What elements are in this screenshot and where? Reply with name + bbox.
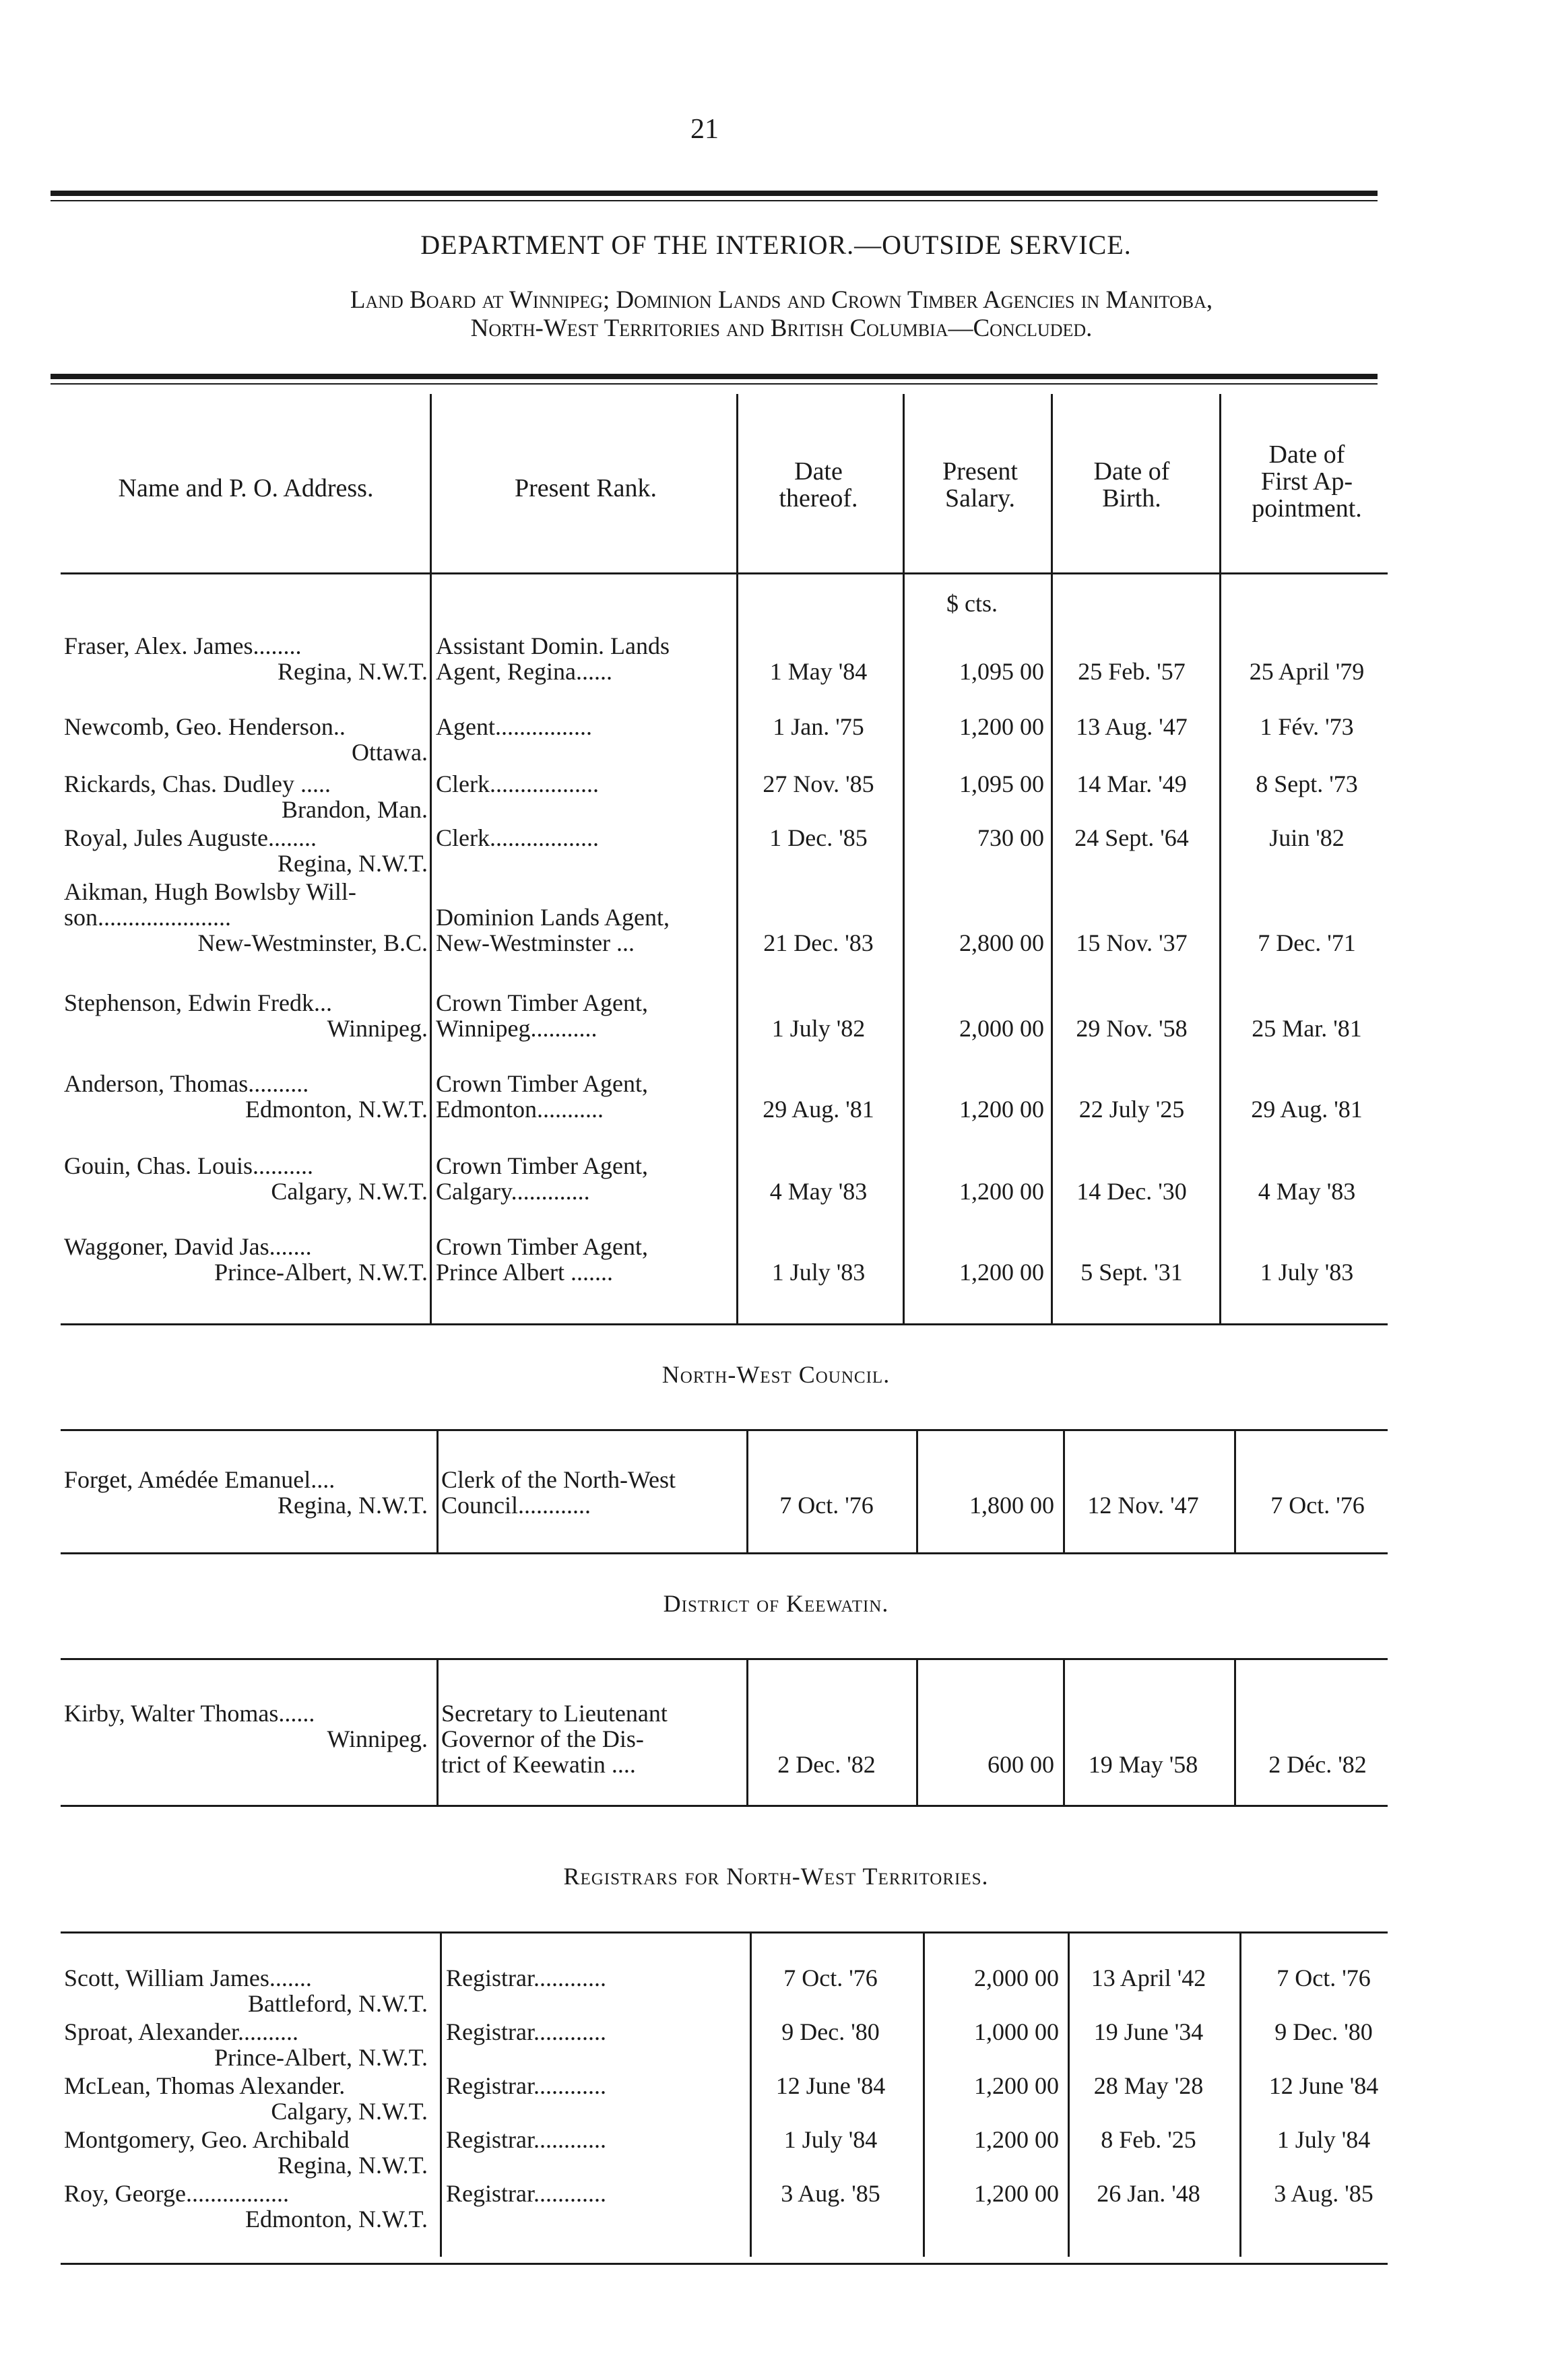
col-divider — [916, 1660, 918, 1805]
col-divider — [437, 1660, 439, 1805]
date-cell: 21 Dec. '83 — [763, 929, 874, 956]
header-rule-thick — [51, 374, 1378, 379]
rank-line: Registrar............ — [446, 2072, 606, 2099]
birth-cell: 13 April '42 — [1091, 1964, 1206, 1991]
col-divider — [750, 1933, 752, 2257]
rank-line: Registrar............ — [446, 2180, 606, 2207]
salary-cell: 1,200 00 — [959, 1096, 1044, 1123]
name-cell — [64, 2073, 428, 2124]
birth-cell: 14 Dec. '30 — [1076, 1178, 1187, 1205]
first-appointment-cell: 3 Aug. '85 — [1274, 2180, 1373, 2207]
date-cell: 1 July '83 — [771, 1259, 866, 1286]
first-appointment-cell: 7 Oct. '76 — [1276, 1964, 1371, 1991]
section-title-north-west-council: North-West Council. — [661, 1361, 891, 1388]
rank-cell — [441, 1700, 741, 1777]
section-top-rule — [61, 1658, 1388, 1660]
rank-line: Prince Albert ....... — [436, 1259, 613, 1286]
person-name: Forget, Amédée Emanuel.... — [64, 1466, 335, 1493]
col-header-first-line2: First Ap- — [1260, 467, 1353, 496]
date-cell: 1 Jan. '75 — [773, 713, 864, 740]
name-cell — [64, 1234, 428, 1285]
date-cell: 1 May '84 — [769, 658, 868, 685]
col-divider — [437, 1431, 439, 1552]
salary-cell: 1,200 00 — [974, 2180, 1059, 2207]
birth-cell: 28 May '28 — [1093, 2072, 1204, 2099]
rank-line: Crown Timber Agent, — [436, 1070, 649, 1097]
rank-line: Secretary to Lieutenant — [441, 1700, 668, 1727]
header-rule-thin — [51, 383, 1378, 385]
person-name: McLean, Thomas Alexander. — [64, 2072, 346, 2099]
person-address: Calgary, N.W.T. — [271, 2098, 428, 2125]
salary-cell: 1,200 00 — [959, 713, 1044, 740]
person-name: Kirby, Walter Thomas...... — [64, 1700, 315, 1727]
person-address: New-Westminster, B.C. — [197, 929, 428, 956]
date-cell: 7 Oct. '76 — [779, 1492, 874, 1519]
name-cell — [64, 990, 428, 1041]
salary-cell: 1,200 00 — [974, 2072, 1059, 2099]
col-divider — [1051, 394, 1053, 1323]
rank-cell — [436, 633, 736, 684]
date-cell: 9 Dec. '80 — [781, 2018, 880, 2045]
date-cell: 12 June '84 — [775, 2072, 886, 2099]
person-name: Montgomery, Geo. Archibald — [64, 2126, 350, 2153]
col-header-salary — [909, 458, 1051, 512]
rank-line: Registrar............ — [446, 2018, 606, 2045]
first-appointment-cell: Juin '82 — [1269, 824, 1345, 851]
page-title: DEPARTMENT OF THE INTERIOR.—OUTSIDE SERVICE. — [420, 230, 1132, 260]
salary-cell: 2,000 00 — [959, 1015, 1044, 1042]
date-cell: 7 Oct. '76 — [783, 1964, 878, 1991]
rank-cell — [446, 2073, 746, 2098]
birth-cell: 15 Nov. '37 — [1076, 929, 1188, 956]
first-appointment-cell: 12 June '84 — [1268, 2072, 1379, 2099]
col-divider — [1219, 394, 1221, 1323]
salary-cell: 1,200 00 — [959, 1178, 1044, 1205]
person-address: Edmonton, N.W.T. — [245, 2206, 428, 2233]
rank-line: Dominion Lands Agent, — [436, 904, 670, 931]
salary-cell: 1,200 00 — [974, 2126, 1059, 2153]
rank-line: trict of Keewatin .... — [441, 1751, 636, 1778]
col-header-birth-line2: Birth. — [1102, 484, 1161, 513]
col-divider — [1063, 1431, 1065, 1552]
col-header-first-line1: Date of — [1268, 440, 1345, 469]
salary-cell: 600 00 — [988, 1751, 1054, 1778]
person-name: Newcomb, Geo. Henderson.. — [64, 713, 346, 740]
first-appointment-cell: 25 Mar. '81 — [1252, 1015, 1362, 1042]
birth-cell: 22 July '25 — [1078, 1096, 1185, 1123]
birth-cell: 25 Feb. '57 — [1078, 658, 1186, 685]
rank-cell — [436, 1234, 736, 1285]
rank-line: Assistant Domin. Lands — [436, 632, 670, 659]
rank-line: Crown Timber Agent, — [436, 1152, 649, 1179]
date-cell: 3 Aug. '85 — [781, 2180, 880, 2207]
col-divider — [916, 1431, 918, 1552]
salary-cell: 1,095 00 — [959, 658, 1044, 685]
col-header-date — [741, 458, 896, 512]
page-number: 21 — [690, 114, 719, 145]
top-rule-thin — [51, 200, 1378, 201]
col-header-name: Name and P. O. Address. — [118, 474, 374, 502]
salary-unit-label: $ cts. — [946, 590, 998, 617]
person-address: Calgary, N.W.T. — [271, 1178, 428, 1205]
rank-line: Clerk of the North-West — [441, 1466, 676, 1493]
first-appointment-cell: 9 Dec. '80 — [1274, 2018, 1373, 2045]
person-name: Roy, George................. — [64, 2180, 289, 2207]
salary-cell: 2,800 00 — [959, 929, 1044, 956]
name-cell — [64, 1467, 428, 1518]
rank-line: Registrar............ — [446, 2126, 606, 2153]
name-cell — [64, 2127, 428, 2178]
col-header-salary-line2: Salary. — [944, 484, 1016, 513]
rank-cell — [446, 1965, 746, 1991]
col-header-rank: Present Rank. — [514, 474, 657, 502]
person-address: Regina, N.W.T. — [278, 1492, 428, 1519]
col-header-birth-line1: Date of — [1093, 457, 1170, 486]
col-header-first — [1226, 441, 1388, 522]
date-cell: 2 Dec. '82 — [777, 1751, 876, 1778]
first-appointment-cell: 8 Sept. '73 — [1256, 770, 1358, 797]
page-subtitle — [81, 286, 1482, 343]
rank-cell — [436, 771, 736, 797]
birth-cell: 12 Nov. '47 — [1087, 1492, 1199, 1519]
name-cell — [64, 879, 428, 956]
top-rule-thick — [51, 191, 1378, 196]
table-bottom-rule — [61, 2263, 1388, 2265]
rank-cell — [436, 825, 736, 851]
person-name: Aikman, Hugh Bowlsby Will- — [64, 878, 356, 905]
col-header-first-line3: pointment. — [1252, 494, 1362, 523]
date-cell: 27 Nov. '85 — [763, 770, 874, 797]
col-divider — [746, 1431, 748, 1552]
rank-line: Registrar............ — [446, 1964, 606, 1991]
birth-cell: 8 Feb. '25 — [1101, 2126, 1196, 2153]
first-appointment-cell: 7 Oct. '76 — [1270, 1492, 1365, 1519]
rank-line: New-Westminster ... — [436, 929, 635, 956]
person-name-cont: son...................... — [64, 904, 232, 931]
col-header-salary-line1: Present — [942, 457, 1018, 486]
rank-line: Crown Timber Agent, — [436, 989, 649, 1016]
rank-cell — [436, 1071, 736, 1122]
col-divider — [1063, 1660, 1065, 1805]
section-end-rule — [61, 1805, 1388, 1807]
first-appointment-cell: 7 Dec. '71 — [1258, 929, 1356, 956]
section-end-rule — [61, 1552, 1388, 1554]
section-title-district-of-keewatin: District of Keewatin. — [663, 1590, 889, 1617]
date-cell: 1 Dec. '85 — [769, 824, 868, 851]
birth-cell: 14 Mar. '49 — [1076, 770, 1187, 797]
first-appointment-cell: 2 Déc. '82 — [1268, 1751, 1367, 1778]
col-divider — [1068, 1933, 1070, 2257]
first-appointment-cell: 1 Fév. '73 — [1260, 713, 1354, 740]
col-divider — [903, 394, 905, 1323]
first-appointment-cell: 25 April '79 — [1249, 658, 1365, 685]
rank-line: Crown Timber Agent, — [436, 1233, 649, 1260]
rank-line: Agent, Regina...... — [436, 658, 612, 685]
person-name: Royal, Jules Auguste........ — [64, 824, 317, 851]
col-divider — [746, 1660, 748, 1805]
birth-cell: 19 June '34 — [1093, 2018, 1204, 2045]
birth-cell: 29 Nov. '58 — [1076, 1015, 1188, 1042]
name-cell — [64, 1071, 428, 1122]
first-appointment-cell: 29 Aug. '81 — [1251, 1096, 1363, 1123]
rank-cell — [436, 904, 736, 956]
person-address: Regina, N.W.T. — [278, 850, 428, 877]
subtitle-line-2: North-West Territories and British Columbia—Concluded. — [470, 315, 1093, 342]
rank-cell — [446, 2019, 746, 2045]
salary-cell: 1,095 00 — [959, 770, 1044, 797]
rank-line: Council............ — [441, 1492, 591, 1519]
birth-cell: 24 Sept. '64 — [1074, 824, 1189, 851]
person-name: Gouin, Chas. Louis.......... — [64, 1152, 314, 1179]
rank-cell — [436, 990, 736, 1041]
rank-line: Governor of the Dis- — [441, 1725, 644, 1752]
person-name: Fraser, Alex. James........ — [64, 632, 302, 659]
name-cell — [64, 771, 428, 822]
person-address: Ottawa. — [352, 739, 428, 766]
person-name: Stephenson, Edwin Fredk... — [64, 989, 332, 1016]
rank-cell — [436, 1153, 736, 1204]
salary-cell: 1,800 00 — [969, 1492, 1054, 1519]
col-header-date-line2: thereof. — [779, 484, 858, 513]
birth-cell: 5 Sept. '31 — [1080, 1259, 1183, 1286]
rank-cell — [441, 1467, 741, 1518]
rank-line: Clerk.................. — [436, 770, 599, 797]
col-header-date-line1: Date — [794, 457, 843, 486]
name-cell — [64, 1965, 428, 2016]
col-divider — [1234, 1431, 1236, 1552]
col-divider — [1234, 1660, 1236, 1805]
person-name: Waggoner, David Jas....... — [64, 1233, 312, 1260]
person-name: Rickards, Chas. Dudley ..... — [64, 770, 331, 797]
col-header-birth — [1054, 458, 1209, 512]
birth-cell: 26 Jan. '48 — [1097, 2180, 1200, 2207]
section-end-rule — [61, 1323, 1388, 1325]
rank-line: Agent................ — [436, 713, 592, 740]
birth-cell: 19 May '58 — [1088, 1751, 1198, 1778]
person-address: Winnipeg. — [327, 1725, 428, 1752]
column-header-rule — [61, 572, 1388, 574]
rank-cell — [436, 714, 736, 739]
col-divider — [430, 394, 432, 1323]
section-top-rule — [61, 1931, 1388, 1933]
birth-cell: 13 Aug. '47 — [1076, 713, 1188, 740]
col-divider — [1239, 1933, 1241, 2257]
person-address: Prince-Albert, N.W.T. — [214, 1259, 428, 1286]
person-address: Prince-Albert, N.W.T. — [214, 2044, 428, 2071]
name-cell — [64, 2181, 428, 2232]
name-cell — [64, 633, 428, 684]
section-top-rule — [61, 1429, 1388, 1431]
person-address: Winnipeg. — [327, 1015, 428, 1042]
section-title-registrars: Registrars for North-West Territories. — [563, 1863, 989, 1890]
salary-cell: 1,200 00 — [959, 1259, 1044, 1286]
date-cell: 1 July '84 — [783, 2126, 878, 2153]
first-appointment-cell: 4 May '83 — [1258, 1178, 1356, 1205]
person-name: Sproat, Alexander.......... — [64, 2018, 298, 2045]
person-address: Edmonton, N.W.T. — [245, 1096, 428, 1123]
person-name: Scott, William James....... — [64, 1964, 312, 1991]
person-address: Regina, N.W.T. — [278, 2152, 428, 2179]
person-address: Regina, N.W.T. — [278, 658, 428, 685]
name-cell — [64, 714, 428, 765]
name-cell — [64, 1700, 428, 1752]
first-appointment-cell: 1 July '83 — [1260, 1259, 1354, 1286]
salary-cell: 730 00 — [977, 824, 1044, 851]
col-divider — [440, 1933, 442, 2257]
name-cell — [64, 2019, 428, 2070]
rank-cell — [446, 2127, 746, 2152]
first-appointment-cell: 1 July '84 — [1276, 2126, 1371, 2153]
date-cell: 29 Aug. '81 — [763, 1096, 874, 1123]
subtitle-line-1: Land Board at Winnipeg; Dominion Lands and Crown Timber Agencies in Manitoba, — [350, 286, 1213, 314]
salary-cell: 2,000 00 — [974, 1964, 1059, 1991]
salary-cell: 1,000 00 — [974, 2018, 1059, 2045]
rank-line: Edmonton........... — [436, 1096, 604, 1123]
rank-line: Calgary............. — [436, 1178, 590, 1205]
name-cell — [64, 825, 428, 876]
person-address: Brandon, Man. — [282, 796, 428, 823]
person-name: Anderson, Thomas.......... — [64, 1070, 309, 1097]
person-address: Battleford, N.W.T. — [248, 1990, 428, 2017]
rank-cell — [446, 2181, 746, 2206]
name-cell — [64, 1153, 428, 1204]
date-cell: 4 May '83 — [769, 1178, 868, 1205]
rank-line: Winnipeg........... — [436, 1015, 597, 1042]
rank-line: Clerk.................. — [436, 824, 599, 851]
date-cell: 1 July '82 — [771, 1015, 866, 1042]
col-divider — [736, 394, 738, 1323]
